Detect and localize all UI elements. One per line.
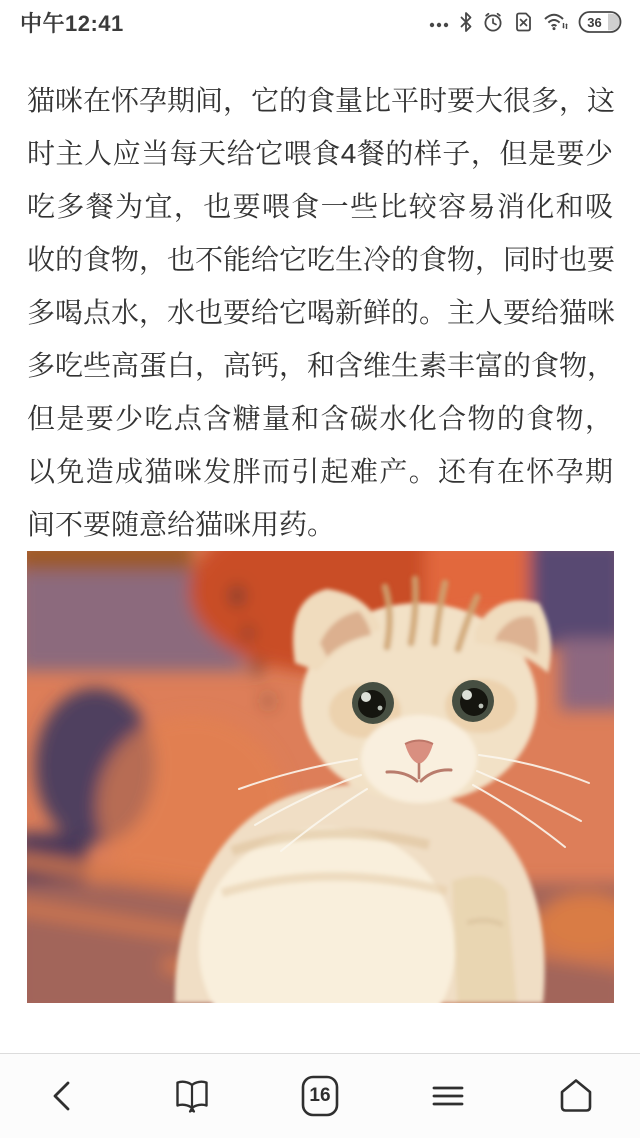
browser-toolbar: [0, 1053, 640, 1138]
bookmarks-icon: [171, 1076, 213, 1116]
text-line: 收的食物，也不能给它吃生冷的食物，同时也要: [27, 244, 616, 275]
text-line: 时主人应当每天给它喂食4餐的样子，但是要少: [27, 138, 613, 169]
battery-icon: [578, 10, 622, 34]
text-line: 多喝点水，水也要给它喝新鲜的。主人要给猫咪: [27, 297, 616, 328]
kitten-photo-art: [27, 551, 614, 1003]
tab-count: 16: [309, 1085, 331, 1106]
article-paragraph: [27, 74, 616, 551]
text-line: 间不要随意给猫咪用药。: [27, 509, 336, 540]
menu-icon: [426, 1076, 470, 1116]
more-notifications-icon: [428, 12, 450, 32]
clock: 中午12:41: [20, 10, 124, 36]
text-line: 多吃些高蛋白，高钙，和含维生素丰富的食物，: [27, 350, 616, 381]
text-line: 吃多餐为宜，也要喂食一些比较容易消化和吸: [27, 191, 613, 222]
text-line: 但是要少吃点含糖量和含碳水化合物的食物，: [27, 403, 613, 434]
tabs-button[interactable]: [256, 1054, 384, 1138]
back-icon: [44, 1076, 84, 1116]
text-line: 以免造成猫咪发胖而引起难产。还有在怀孕期: [27, 456, 613, 487]
status-icons: [428, 10, 622, 34]
alarm-icon: [482, 11, 504, 33]
text-line: 猫咪在怀孕期间，它的食量比平时要大很多，这: [27, 85, 616, 116]
status-bar: [0, 0, 640, 44]
home-button[interactable]: [512, 1054, 640, 1138]
article-image-kitten[interactable]: [27, 551, 614, 1003]
wifi-icon: [543, 11, 569, 33]
bookmarks-button[interactable]: [128, 1054, 256, 1138]
battery-percent: 36: [587, 14, 602, 30]
bluetooth-icon: [459, 11, 473, 33]
menu-button[interactable]: [384, 1054, 512, 1138]
back-button[interactable]: [0, 1054, 128, 1138]
article-body: [0, 44, 640, 1094]
home-icon: [555, 1075, 597, 1117]
no-sim-icon: [513, 11, 534, 33]
